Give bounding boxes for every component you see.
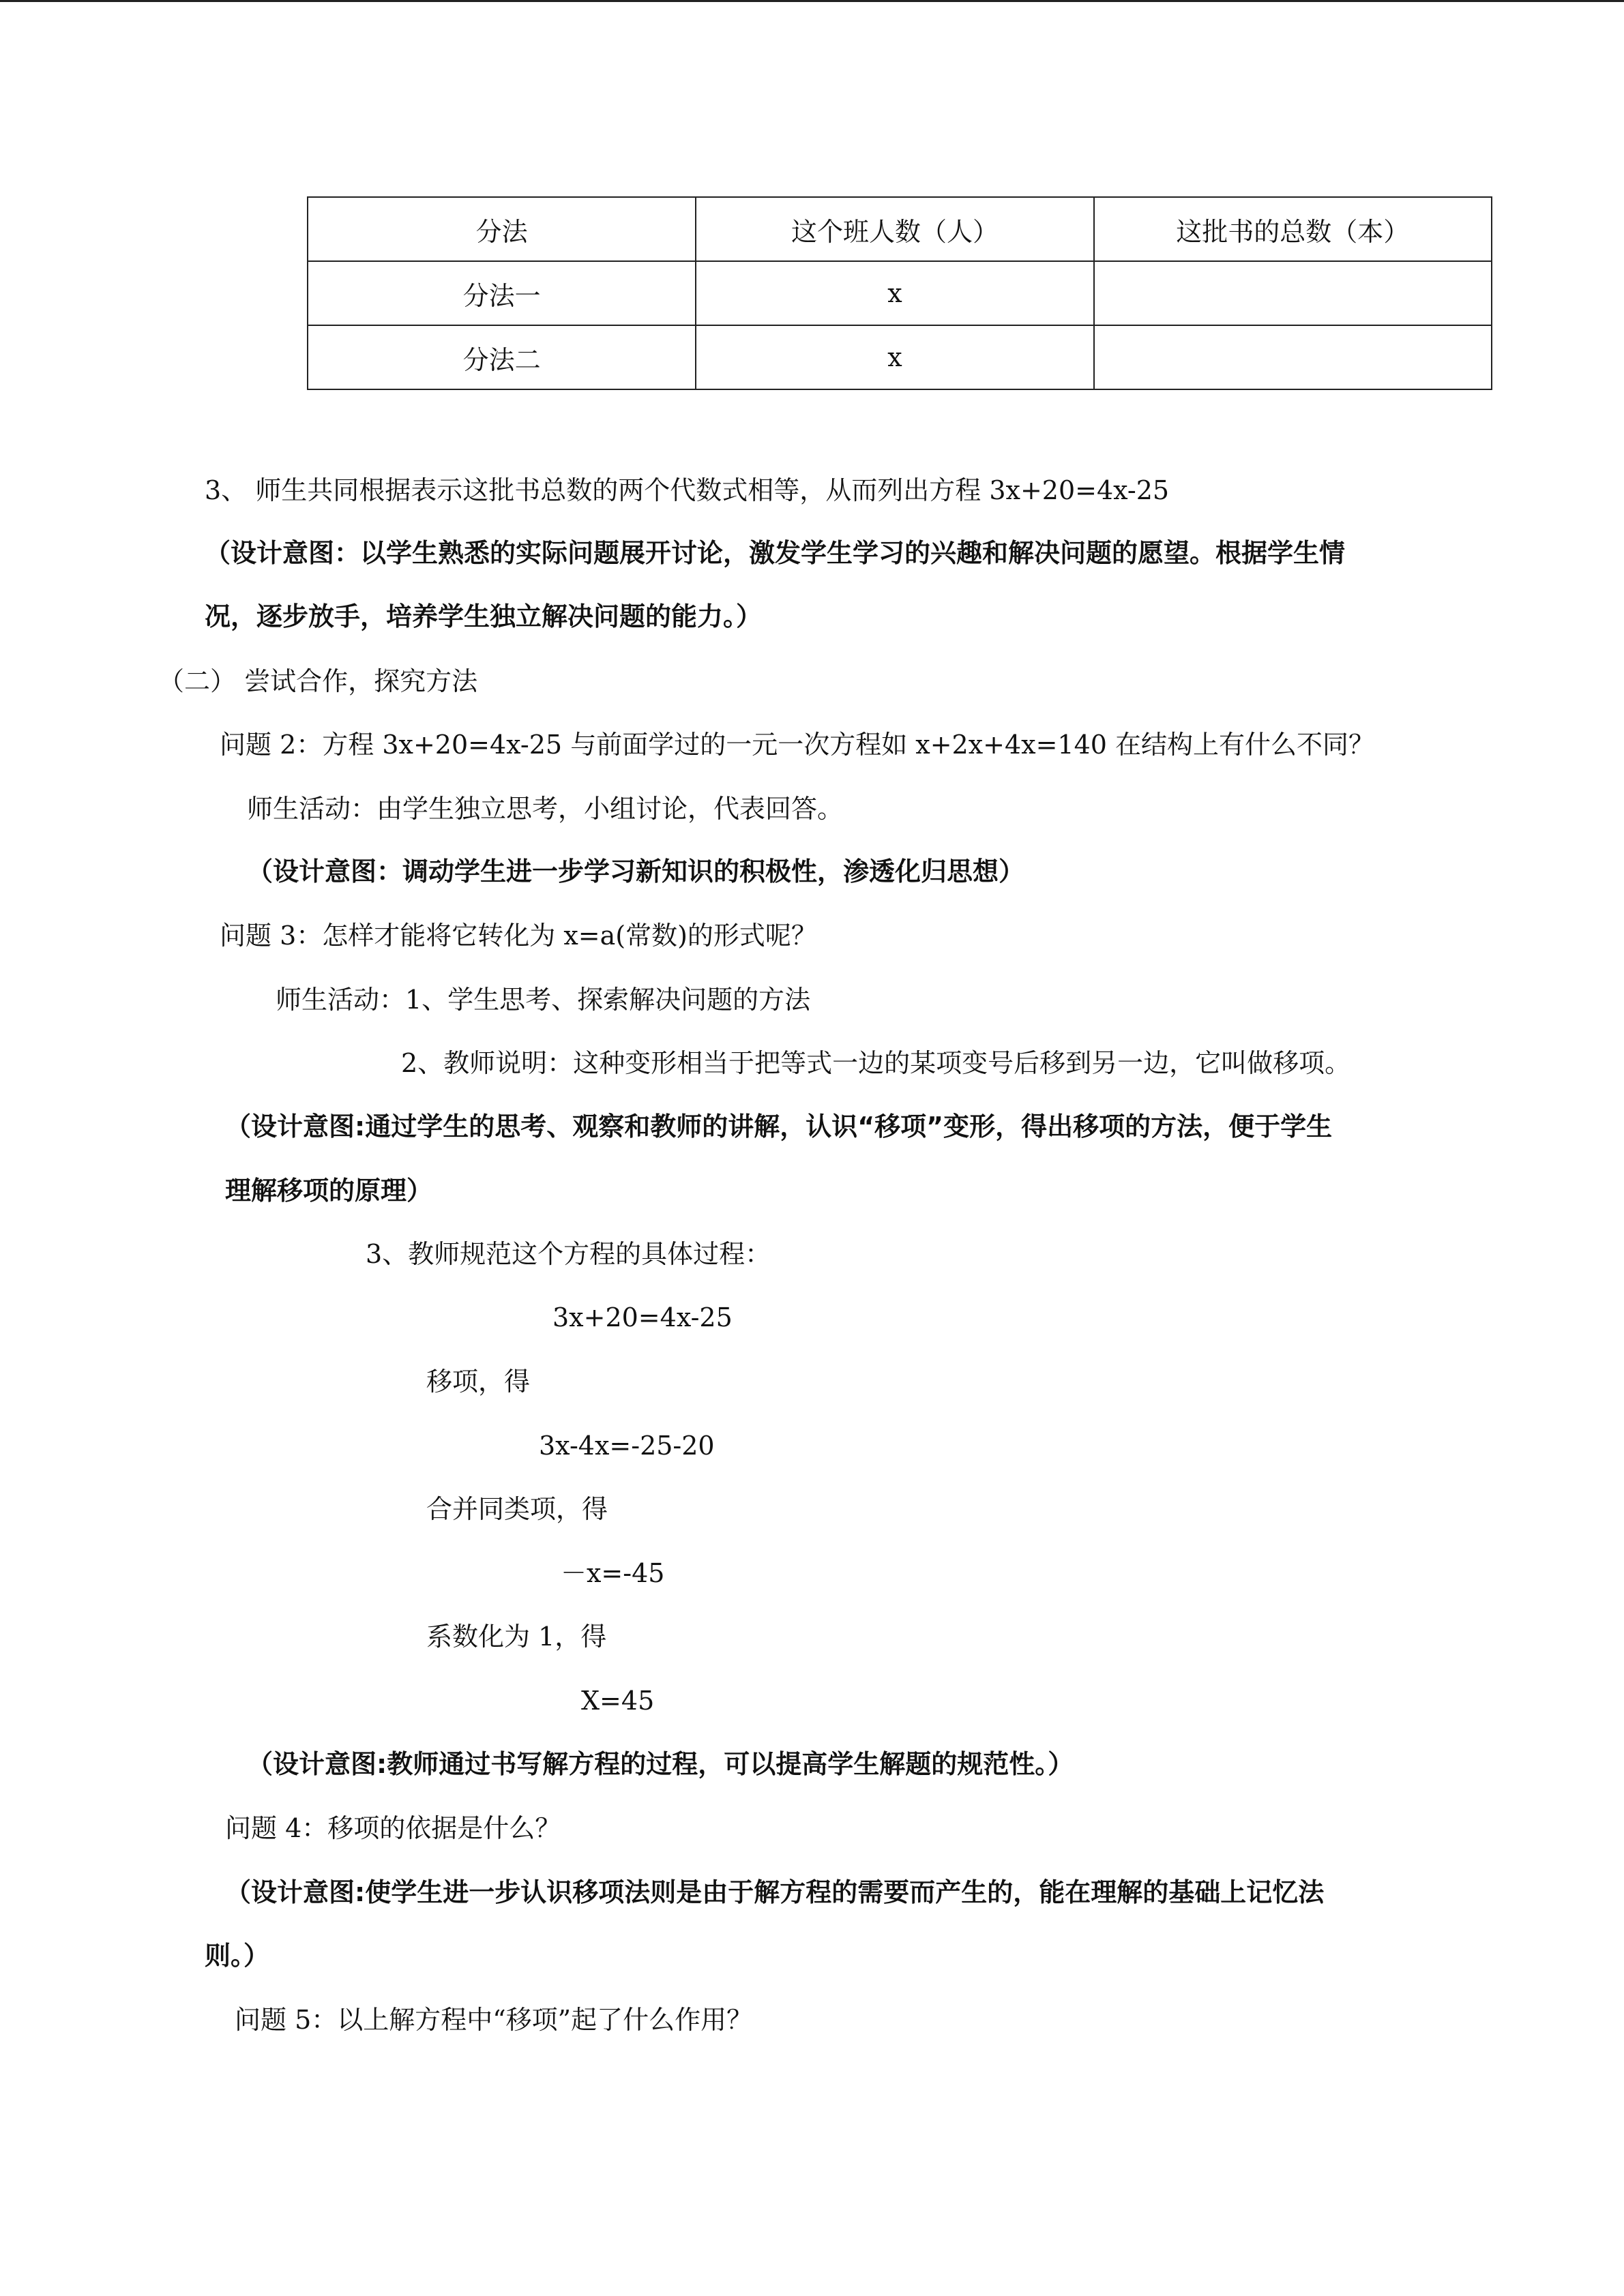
- table-header-cell: 分法: [308, 197, 696, 261]
- table-cell: 分法二: [308, 325, 696, 389]
- design-intent-3: （设计意图:通过学生的思考、观察和教师的讲解，认识“移项”变形，得出移项的方法，便于学生: [225, 1112, 1333, 1142]
- question-5: 问题 5：以上解方程中“移项”起了什么作用？: [235, 2005, 753, 2035]
- design-intent-1: （设计意图：以学生熟悉的实际问题展开讨论，激发学生学习的兴趣和解决问题的愿望。根据学生情: [205, 538, 1346, 568]
- question-4: 问题 4：移项的依据是什么？: [225, 1813, 561, 1843]
- table-cell: x: [696, 261, 1093, 325]
- design-intent-5: （设计意图:使学生进一步认识移项法则是由于解方程的需要而产生的，能在理解的基础上记忆法: [225, 1877, 1325, 1907]
- design-intent-5-cont: 则。）: [205, 1941, 270, 1971]
- distribution-table: [307, 196, 1492, 390]
- design-intent-2: （设计意图：调动学生进一步学习新知识的积极性，渗透化归思想）: [247, 856, 1025, 886]
- table-cell: x: [696, 325, 1093, 389]
- design-intent-1-cont: 况，逐步放手，培养学生独立解决问题的能力。）: [205, 601, 763, 631]
- design-intent-4: （设计意图:教师通过书写解方程的过程，可以提高学生解题的规范性。）: [247, 1749, 1074, 1779]
- table-row: [308, 261, 1492, 325]
- equation-3: －x=-45: [561, 1558, 665, 1588]
- activity-3-1: 师生活动：1、学生思考、探索解决问题的方法: [276, 985, 811, 1015]
- table-header-row: [308, 197, 1492, 261]
- table-cell: [1094, 261, 1492, 325]
- table-header-cell: 这批书的总数（本）: [1094, 197, 1492, 261]
- activity-2: 师生活动：由学生独立思考，小组讨论，代表回答。: [247, 794, 844, 824]
- activity-3-3: 3、教师规范这个方程的具体过程：: [366, 1239, 771, 1269]
- step-coefficient: 系数化为 1，得: [426, 1622, 607, 1652]
- equation-2: 3x-4x=-25-20: [539, 1431, 715, 1461]
- question-2: 问题 2：方程 3x+20=4x-25 与前面学过的一元一次方程如 x+2x+4x=140 在结构上有什么不同？: [220, 730, 1375, 760]
- table-row: [308, 325, 1492, 389]
- activity-3-2: 2、教师说明：这种变形相当于把等式一边的某项变号后移到另一边，它叫做移项。: [401, 1048, 1351, 1078]
- design-intent-3-cont: 理解移项的原理）: [225, 1176, 433, 1206]
- table-header-cell: 这个班人数（人）: [696, 197, 1093, 261]
- page-top-border: [0, 0, 1624, 2]
- equation-1: 3x+20=4x-25: [552, 1302, 733, 1332]
- section-heading-2: （二） 尝试合作，探究方法: [158, 666, 478, 696]
- step-move-terms: 移项，得: [426, 1367, 531, 1397]
- equation-4: X=45: [581, 1686, 655, 1716]
- table-cell: 分法一: [308, 261, 696, 325]
- table-cell: [1094, 325, 1492, 389]
- question-3: 问题 3：怎样才能将它转化为 x=a(常数)的形式呢？: [220, 921, 817, 951]
- step-3-text: 3、 师生共同根据表示这批书总数的两个代数式相等，从而列出方程 3x+20=4x-25: [205, 475, 1170, 505]
- step-combine-terms: 合并同类项，得: [426, 1494, 608, 1524]
